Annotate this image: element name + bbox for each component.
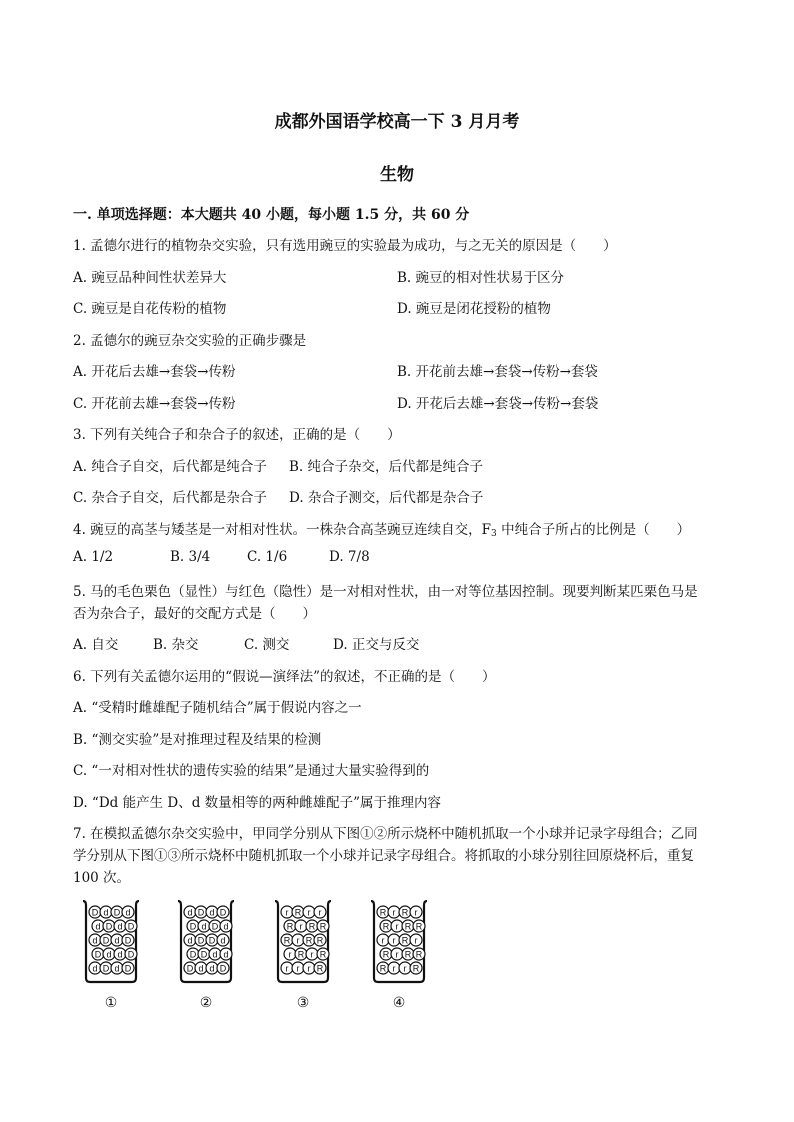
ball (100, 962, 112, 974)
ball (281, 962, 293, 974)
svg-text:r: r (285, 907, 289, 918)
ball (206, 962, 218, 974)
svg-text:d: d (103, 907, 109, 918)
svg-text:r: r (285, 963, 289, 974)
q7-stem-line2: 学分别从下图①③所示烧杯中随机抓取一个小球并记录字母组合。将抓取的小球分别往回原烧杯后，重复 (73, 848, 694, 864)
svg-text:R: R (382, 949, 390, 960)
ball (209, 920, 221, 932)
svg-text:r: r (288, 949, 292, 960)
svg-text:D: D (102, 935, 110, 946)
svg-text:D: D (189, 921, 197, 932)
svg-text:R: R (401, 935, 409, 946)
svg-text:D: D (200, 949, 208, 960)
q3-option-c: C. 杂合子自交，后代都是杂合子 (73, 490, 267, 506)
ball (195, 962, 207, 974)
svg-text:D: D (127, 921, 135, 932)
ball (114, 920, 126, 932)
ball (284, 920, 296, 932)
ball (100, 934, 112, 946)
ball (413, 920, 425, 932)
svg-text:R: R (305, 935, 313, 946)
ball (314, 934, 326, 946)
svg-text:D: D (219, 907, 227, 918)
ball (295, 948, 307, 960)
ball (184, 962, 196, 974)
q3-option-b: B. 纯合子杂交，后代都是纯合子 (289, 459, 484, 475)
ball (125, 920, 137, 932)
ball (303, 906, 315, 918)
svg-text:r: r (392, 907, 396, 918)
svg-text:r: r (395, 949, 399, 960)
ball (281, 934, 293, 946)
ball (377, 934, 389, 946)
ball (410, 906, 422, 918)
ball (89, 934, 101, 946)
svg-text:r: r (296, 935, 300, 946)
beaker-figure (80, 898, 440, 1018)
svg-text:R: R (319, 949, 327, 960)
q2-option-c: C. 开花前去雄→套袋→传粉 (73, 396, 236, 412)
ball (377, 906, 389, 918)
svg-text:d: d (187, 935, 193, 946)
svg-text:D: D (127, 949, 135, 960)
ball (292, 962, 304, 974)
svg-text:r: r (395, 921, 399, 932)
svg-text:R: R (415, 949, 423, 960)
svg-text:D: D (94, 949, 102, 960)
ball (100, 906, 112, 918)
svg-text:d: d (209, 907, 215, 918)
svg-text:d: d (95, 921, 101, 932)
ball (410, 934, 422, 946)
ball (122, 962, 134, 974)
ball (306, 920, 318, 932)
svg-text:D: D (197, 935, 205, 946)
ball (281, 906, 293, 918)
svg-text:D: D (186, 963, 194, 974)
ball (206, 906, 218, 918)
svg-text:r: r (414, 935, 418, 946)
svg-text:R: R (412, 963, 420, 974)
ball (92, 920, 104, 932)
svg-text:r: r (381, 935, 385, 946)
svg-text:D: D (219, 963, 227, 974)
q6-option-b: B. “测交实验”是对推理过程及结果的检测 (73, 732, 322, 748)
ball (198, 920, 210, 932)
svg-text:d: d (114, 963, 120, 974)
ball (402, 948, 414, 960)
ball (122, 906, 134, 918)
svg-text:r: r (307, 963, 311, 974)
q3-option-d: D. 杂合子测交，后代都是杂合子 (289, 490, 484, 506)
ball (380, 948, 392, 960)
ball (111, 962, 123, 974)
ball (184, 934, 196, 946)
ball (217, 934, 229, 946)
ball (195, 906, 207, 918)
ball (391, 920, 403, 932)
svg-text:D: D (189, 949, 197, 960)
ball (388, 934, 400, 946)
q2-option-d: D. 开花后去雄→套袋→传粉→套袋 (397, 396, 599, 412)
svg-text:D: D (102, 963, 110, 974)
svg-text:R: R (404, 949, 412, 960)
ball (220, 920, 232, 932)
svg-text:R: R (382, 921, 390, 932)
ball (284, 948, 296, 960)
svg-text:D: D (113, 907, 121, 918)
ball (380, 920, 392, 932)
exam-title: 成都外国语学校高一下 3 月月考 (274, 112, 520, 132)
beaker-3 (272, 898, 334, 984)
q4-option-a: A. 1/2 (73, 549, 114, 565)
q5-stem-line1: 5. 马的毛色栗色（显性）与红色（隐性）是一对相对性状，由一对等位基因控制。现要判断某匹栗色马是 (73, 584, 698, 600)
svg-text:D: D (208, 935, 216, 946)
beaker-1-label: ① (104, 995, 118, 1011)
ball (402, 920, 414, 932)
ball (306, 948, 318, 960)
svg-text:r: r (299, 921, 303, 932)
ball (388, 906, 400, 918)
ball (111, 906, 123, 918)
svg-text:r: r (392, 935, 396, 946)
svg-text:R: R (316, 963, 324, 974)
q5-option-c: C. 测交 (244, 637, 290, 653)
section-heading: 一. 单项选择题：本大题共 40 小题，每小题 1.5 分，共 60 分 (73, 207, 470, 223)
ball (399, 962, 411, 974)
ball (111, 934, 123, 946)
ball (292, 934, 304, 946)
q4-stem-text-end: 中纯合子所占的比例是（ ） (496, 522, 691, 538)
svg-text:R: R (294, 907, 302, 918)
svg-text:d: d (220, 935, 226, 946)
ball (195, 934, 207, 946)
q6-option-c: C. “一对相对性状的遗传实验的结果”是通过大量实验得到的 (73, 763, 430, 779)
svg-text:d: d (223, 921, 229, 932)
svg-text:D: D (124, 963, 132, 974)
ball (413, 948, 425, 960)
q1-option-a: A. 豌豆品种间性状差异大 (73, 270, 227, 286)
ball (187, 920, 199, 932)
svg-text:R: R (415, 921, 423, 932)
beaker-1 (80, 898, 142, 984)
ball (92, 948, 104, 960)
svg-text:D: D (124, 935, 132, 946)
svg-text:r: r (403, 963, 407, 974)
q1-option-b: B. 豌豆的相对性状易于区分 (397, 270, 565, 286)
q3-option-a: A. 纯合子自交，后代都是纯合子 (73, 459, 267, 475)
beaker-4 (368, 898, 430, 984)
svg-text:R: R (379, 907, 387, 918)
ball (209, 948, 221, 960)
svg-text:r: r (392, 963, 396, 974)
svg-text:D: D (211, 921, 219, 932)
ball (377, 962, 389, 974)
svg-text:d: d (106, 949, 112, 960)
svg-text:d: d (114, 935, 120, 946)
svg-text:r: r (307, 907, 311, 918)
ball (317, 948, 329, 960)
ball (103, 920, 115, 932)
ball (388, 962, 400, 974)
svg-text:d: d (92, 963, 98, 974)
q5-option-a: A. 自交 (73, 637, 119, 653)
q6-stem: 6. 下列有关孟德尔运用的“假说—演绎法”的叙述，不正确的是（ ） (73, 669, 496, 685)
svg-text:d: d (209, 963, 215, 974)
svg-text:R: R (319, 921, 327, 932)
q4-stem (73, 518, 690, 539)
svg-text:d: d (125, 907, 131, 918)
svg-text:D: D (105, 921, 113, 932)
svg-text:d: d (117, 949, 123, 960)
q7-stem-line3: 100 次。 (73, 870, 131, 886)
ball (410, 962, 422, 974)
svg-text:D: D (197, 907, 205, 918)
ball (187, 948, 199, 960)
svg-text:D: D (91, 907, 99, 918)
svg-text:R: R (286, 921, 294, 932)
q4-option-d: D. 7/8 (329, 549, 370, 565)
ball (206, 934, 218, 946)
svg-text:r: r (296, 963, 300, 974)
ball (303, 962, 315, 974)
ball (217, 962, 229, 974)
q3-stem: 3. 下列有关纯合子和杂合子的叙述，正确的是（ ） (73, 427, 401, 443)
svg-text:r: r (318, 907, 322, 918)
svg-text:r: r (414, 907, 418, 918)
svg-text:d: d (117, 921, 123, 932)
beaker-2 (175, 898, 237, 984)
svg-text:d: d (187, 907, 193, 918)
svg-text:d: d (223, 949, 229, 960)
q5-stem-line2: 否为杂合子，最好的交配方式是（ ） (73, 606, 316, 622)
q1-option-c: C. 豌豆是自花传粉的植物 (73, 301, 227, 317)
svg-text:d: d (92, 935, 98, 946)
ball (317, 920, 329, 932)
ball (125, 948, 137, 960)
ball (303, 934, 315, 946)
ball (314, 906, 326, 918)
q1-option-d: D. 豌豆是闭花授粉的植物 (397, 301, 551, 317)
q4-option-b: B. 3/4 (170, 549, 211, 565)
subject-title: 生物 (380, 165, 414, 185)
q2-option-a: A. 开花后去雄→套袋→传粉 (73, 364, 236, 380)
beaker-3-label: ③ (296, 995, 310, 1011)
ball (198, 948, 210, 960)
q2-stem: 2. 孟德尔的豌豆杂交实验的正确步骤是 (73, 333, 307, 349)
svg-text:R: R (283, 935, 291, 946)
ball (89, 962, 101, 974)
svg-text:d: d (212, 949, 218, 960)
svg-text:r: r (310, 949, 314, 960)
svg-text:R: R (401, 907, 409, 918)
ball (295, 920, 307, 932)
svg-text:R: R (404, 921, 412, 932)
q5-option-d: D. 正交与反交 (333, 637, 420, 653)
ball (122, 934, 134, 946)
beaker-2-label: ② (199, 995, 213, 1011)
ball (217, 906, 229, 918)
q1-stem: 1. 孟德尔进行的植物杂交实验，只有选用豌豆的实验最为成功，与之无关的原因是（ ） (73, 238, 617, 254)
ball (399, 934, 411, 946)
svg-text:d: d (201, 921, 207, 932)
beaker-4-label: ④ (392, 995, 406, 1011)
ball (292, 906, 304, 918)
q4-stem-text: 4. 豌豆的高茎与矮茎是一对相对性状。一株杂合高茎豌豆连续自交，F (73, 522, 492, 538)
q6-option-d: D. “Dd 能产生 D、d 数量相等的两种雌雄配子”属于推理内容 (73, 795, 442, 811)
q2-option-b: B. 开花前去雄→套袋→传粉→套袋 (397, 364, 598, 380)
ball (103, 948, 115, 960)
ball (184, 906, 196, 918)
q5-option-b: B. 杂交 (153, 637, 199, 653)
ball (314, 962, 326, 974)
ball (114, 948, 126, 960)
ball (399, 906, 411, 918)
svg-text:R: R (297, 949, 305, 960)
svg-text:R: R (316, 935, 324, 946)
svg-text:d: d (198, 963, 204, 974)
ball (391, 948, 403, 960)
ball (89, 906, 101, 918)
svg-text:R: R (308, 921, 316, 932)
q4-option-c: C. 1/6 (247, 549, 288, 565)
q6-option-a: A. “受精时雌雄配子随机结合”属于假说内容之一 (73, 700, 362, 716)
ball (220, 948, 232, 960)
svg-text:R: R (379, 963, 387, 974)
q4-stem-subscript: 3 (491, 529, 497, 539)
q7-stem-line1: 7. 在模拟孟德尔杂交实验中，甲同学分别从下图①②所示烧杯中随机抓取一个小球并记录字母组合；乙同 (73, 826, 698, 842)
